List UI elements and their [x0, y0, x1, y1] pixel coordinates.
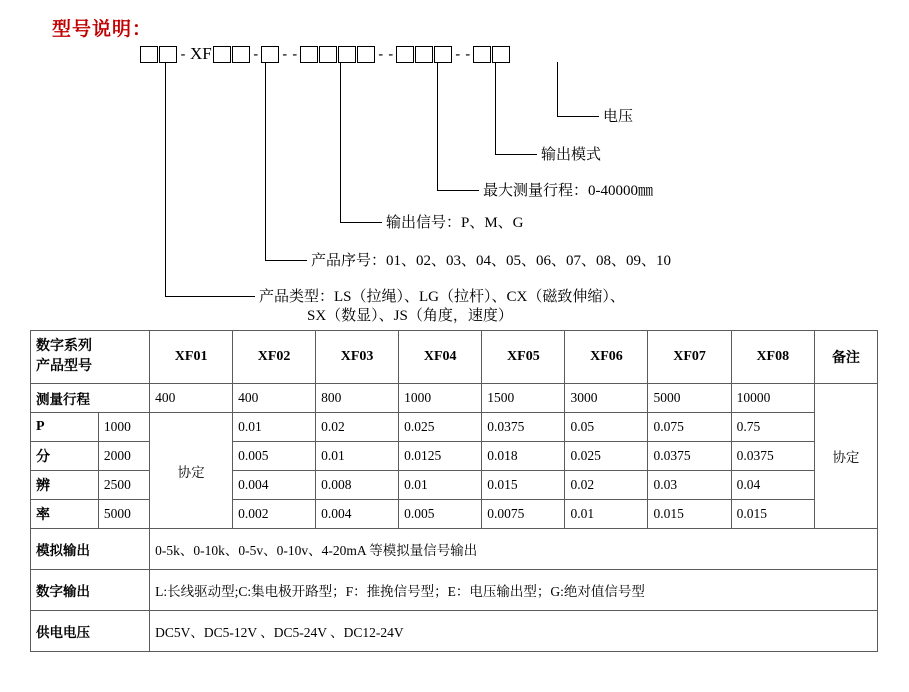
- resolution-2000-xf06: 0.025: [565, 442, 648, 471]
- resolution-1000-xf05: 0.0375: [482, 413, 565, 442]
- resolution-5000-xf08: 0.015: [731, 500, 814, 529]
- resolution-pulse-5000: 5000: [98, 500, 149, 529]
- resolution-2000-xf03: 0.01: [316, 442, 399, 471]
- header-model-xf08: XF08: [731, 331, 814, 384]
- resolution-2000-xf08: 0.0375: [731, 442, 814, 471]
- leader-line-output-mode-vertical: [495, 62, 496, 154]
- code-group-type: [140, 46, 178, 63]
- code-group-signal: [261, 46, 280, 63]
- code-dash: -: [465, 45, 471, 63]
- range-xf04: 1000: [399, 384, 482, 413]
- code-box: [213, 46, 231, 63]
- resolution-pulse-1000: 1000: [98, 413, 149, 442]
- leader-line-max-range-horizontal: [437, 190, 479, 191]
- table-row-analog-output: [31, 529, 878, 570]
- model-code-row: [140, 42, 511, 66]
- resolution-2500-xf05: 0.015: [482, 471, 565, 500]
- callout-product-type-line2: SX（数显）、JS（角度，速度）: [307, 308, 513, 324]
- header-model-xf07: XF07: [648, 331, 731, 384]
- leader-line-voltage-vertical: [557, 62, 558, 116]
- resolution-2500-xf04: 0.01: [399, 471, 482, 500]
- range-xf01: 400: [150, 384, 233, 413]
- code-box: [261, 46, 279, 63]
- spec-table-wrapper: [30, 330, 878, 652]
- code-box: [396, 46, 414, 63]
- range-xf02: 400: [233, 384, 316, 413]
- range-xf03: 800: [316, 384, 399, 413]
- header-model-xf01: XF01: [150, 331, 233, 384]
- code-box: [492, 46, 510, 63]
- leader-line-product-type-horizontal: [165, 296, 255, 297]
- leader-line-product-serial-horizontal: [265, 260, 307, 261]
- resolution-5000-xf04: 0.005: [399, 500, 482, 529]
- range-xf07: 5000: [648, 384, 731, 413]
- leader-line-product-serial-vertical: [265, 62, 266, 260]
- resolution-1000-xf03: 0.02: [316, 413, 399, 442]
- code-group-serial: [213, 46, 251, 63]
- table-row-digital-output: [31, 570, 878, 611]
- header-model-xf06: XF06: [565, 331, 648, 384]
- leader-line-output-mode-horizontal: [495, 154, 537, 155]
- code-dash: -: [282, 45, 288, 63]
- resolution-5000-xf03: 0.004: [316, 500, 399, 529]
- callout-output-mode: 输出模式: [541, 147, 602, 163]
- resolution-5000-xf07: 0.015: [648, 500, 731, 529]
- code-dash: -: [455, 45, 461, 63]
- code-dash: -: [378, 45, 384, 63]
- resolution-2500-xf08: 0.04: [731, 471, 814, 500]
- spec-table: [30, 330, 878, 652]
- code-box: [473, 46, 491, 63]
- row-label-analog-output: 模拟输出: [31, 529, 150, 570]
- resolution-2500-xf02: 0.004: [233, 471, 316, 500]
- resolution-2000-xf05: 0.018: [482, 442, 565, 471]
- row-value-supply-voltage: DC5V、DC5-12V 、DC5-24V 、DC12-24V: [150, 611, 878, 652]
- leader-line-product-type-vertical: [165, 62, 166, 296]
- resolution-pulse-2000: 2000: [98, 442, 149, 471]
- leader-line-max-range-vertical: [437, 62, 438, 190]
- resolution-2000-xf07: 0.0375: [648, 442, 731, 471]
- resolution-label-char-3: 率: [31, 500, 99, 529]
- callout-max-range: 最大测量行程：0-40000㎜: [483, 183, 653, 199]
- code-box: [319, 46, 337, 63]
- header-corner-line1: 数字系列: [36, 339, 92, 354]
- code-box: [357, 46, 375, 63]
- resolution-2500-xf06: 0.02: [565, 471, 648, 500]
- resolution-label-char-0: P: [31, 413, 99, 442]
- leader-line-voltage-horizontal: [557, 116, 599, 117]
- resolution-pulse-2500: 2500: [98, 471, 149, 500]
- resolution-2500-xf07: 0.03: [648, 471, 731, 500]
- resolution-label-char-2: 辨: [31, 471, 99, 500]
- leader-line-output-signal-vertical: [340, 62, 341, 222]
- header-corner-line2: 产品型号: [36, 359, 92, 374]
- code-group-voltage: [473, 46, 511, 63]
- table-row-resolution-1000: [31, 413, 878, 442]
- header-corner-cell: [31, 331, 150, 384]
- remark-merged: 协定: [814, 384, 877, 529]
- callout-voltage: 电压: [603, 109, 634, 125]
- resolution-1000-xf02: 0.01: [233, 413, 316, 442]
- code-box: [338, 46, 356, 63]
- callout-product-serial: 产品序号：01、02、03、04、05、06、07、08、09、10: [311, 253, 672, 269]
- code-group-mode: [396, 46, 453, 63]
- code-xf-label: XF: [190, 44, 212, 63]
- code-box: [415, 46, 433, 63]
- code-dash: -: [292, 45, 298, 63]
- range-xf06: 3000: [565, 384, 648, 413]
- code-box: [159, 46, 177, 63]
- row-label-supply-voltage: 供电电压: [31, 611, 150, 652]
- code-dash: -: [253, 45, 259, 63]
- code-box: [300, 46, 318, 63]
- table-header-row: [31, 331, 878, 384]
- resolution-1000-xf06: 0.05: [565, 413, 648, 442]
- resolution-1000-xf07: 0.075: [648, 413, 731, 442]
- row-label-digital-output: 数字输出: [31, 570, 150, 611]
- range-xf08: 10000: [731, 384, 814, 413]
- header-model-xf03: XF03: [316, 331, 399, 384]
- resolution-2000-xf04: 0.0125: [399, 442, 482, 471]
- resolution-5000-xf02: 0.002: [233, 500, 316, 529]
- leader-line-output-signal-horizontal: [340, 222, 382, 223]
- row-value-analog-output: 0-5k、0-10k、0-5v、0-10v、4-20mA 等模拟量信号输出: [150, 529, 878, 570]
- resolution-1000-xf08: 0.75: [731, 413, 814, 442]
- callout-output-signal: 输出信号：P、M、G: [386, 215, 524, 231]
- resolution-2000-xf02: 0.005: [233, 442, 316, 471]
- resolution-xf01-merged: 协定: [150, 413, 233, 529]
- code-group-range: [300, 46, 376, 63]
- code-dash: -: [180, 45, 186, 63]
- resolution-label-char-1: 分: [31, 442, 99, 471]
- header-model-xf04: XF04: [399, 331, 482, 384]
- resolution-2500-xf03: 0.008: [316, 471, 399, 500]
- resolution-5000-xf06: 0.01: [565, 500, 648, 529]
- row-value-digital-output: L:长线驱动型;C:集电极开路型；F：推挽信号型；E：电压输出型；G:绝对值信号型: [150, 570, 878, 611]
- row-label-range: 测量行程: [31, 384, 150, 413]
- page-title: 型号说明：: [52, 19, 153, 40]
- callout-product-type-line1: 产品类型：LS（拉绳）、LG（拉杆）、CX（磁致伸缩）、: [259, 289, 625, 305]
- resolution-1000-xf04: 0.025: [399, 413, 482, 442]
- code-dash: -: [388, 45, 394, 63]
- code-box: [140, 46, 158, 63]
- resolution-5000-xf05: 0.0075: [482, 500, 565, 529]
- header-remark: 备注: [814, 331, 877, 384]
- code-box: [232, 46, 250, 63]
- table-row-supply-voltage: [31, 611, 878, 652]
- range-xf05: 1500: [482, 384, 565, 413]
- table-row-range: [31, 384, 878, 413]
- code-box: [434, 46, 452, 63]
- header-model-xf05: XF05: [482, 331, 565, 384]
- header-model-xf02: XF02: [233, 331, 316, 384]
